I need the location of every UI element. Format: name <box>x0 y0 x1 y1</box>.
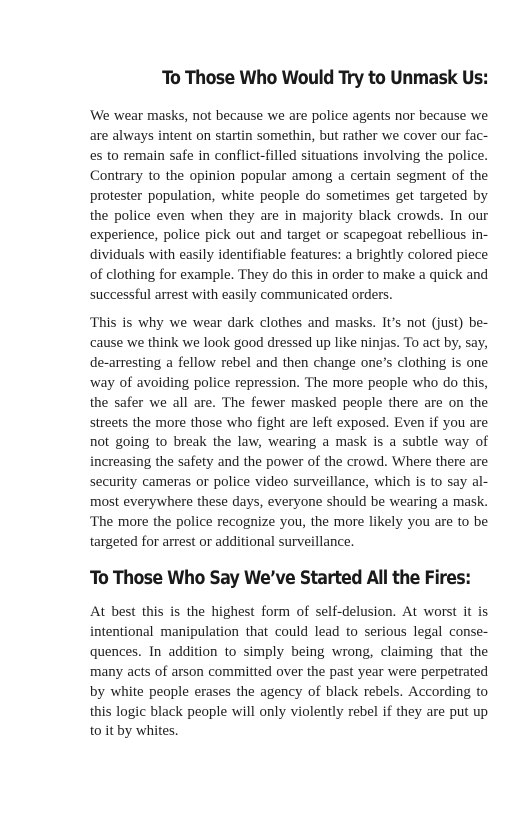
paragraph-masks: We wear masks, not because we are police agents nor because we are always intent on startin somethin, but rather we cover our faces to remain safe in conflict-filled situations involving the police. Contrary to the opinion popular among a certain segment of the protester population, white people do sometimes get targeted by the police even when they are in majority black crowds. In our experience, police pick out and target or scapegoat rebellious individuals with easily identifiable features: a brightly colored piece of clothing for example. They do this in order to make a quick and successful arrest with easily communicated orders. <box>90 108 488 304</box>
section-heading-unmask: To Those Who Would Try to Unmask Us: <box>161 68 488 89</box>
paragraph-dark-clothes: This is why we wear dark clothes and masks. It’s not (just) because we think we look good dressed up like ninjas. To act by, say, de-arresting a fellow rebel and then change one’s clothing is one way of avoiding police repression. The more people who do this, the safer we all are. The fewer masked people there are on the streets the more those who fight are left exposed. Even if you are not going to break the law, wearing a mask is a subtle way of increasing the safety and the power of the crowd. Where there are security cameras or police video surveillance, which is to say almost everywhere these days, everyone should be wearing a mask. The more the police recognize you, the more likely you are to be targeted for arrest or additional surveillance. <box>90 315 488 550</box>
section-heading-fires: To Those Who Say We’ve Started All the Fires: <box>90 568 471 589</box>
paragraph-self-delusion: At best this is the highest form of self-delusion. At worst it is intentional manipulation that could lead to serious legal consequences. In addition to simply being wrong, claiming that the many acts of arson committed over the past year were perpetrated by white people erases the agency of black rebels. According to this logic black people will only violently rebel if they are put up to it by whites. <box>90 604 488 740</box>
